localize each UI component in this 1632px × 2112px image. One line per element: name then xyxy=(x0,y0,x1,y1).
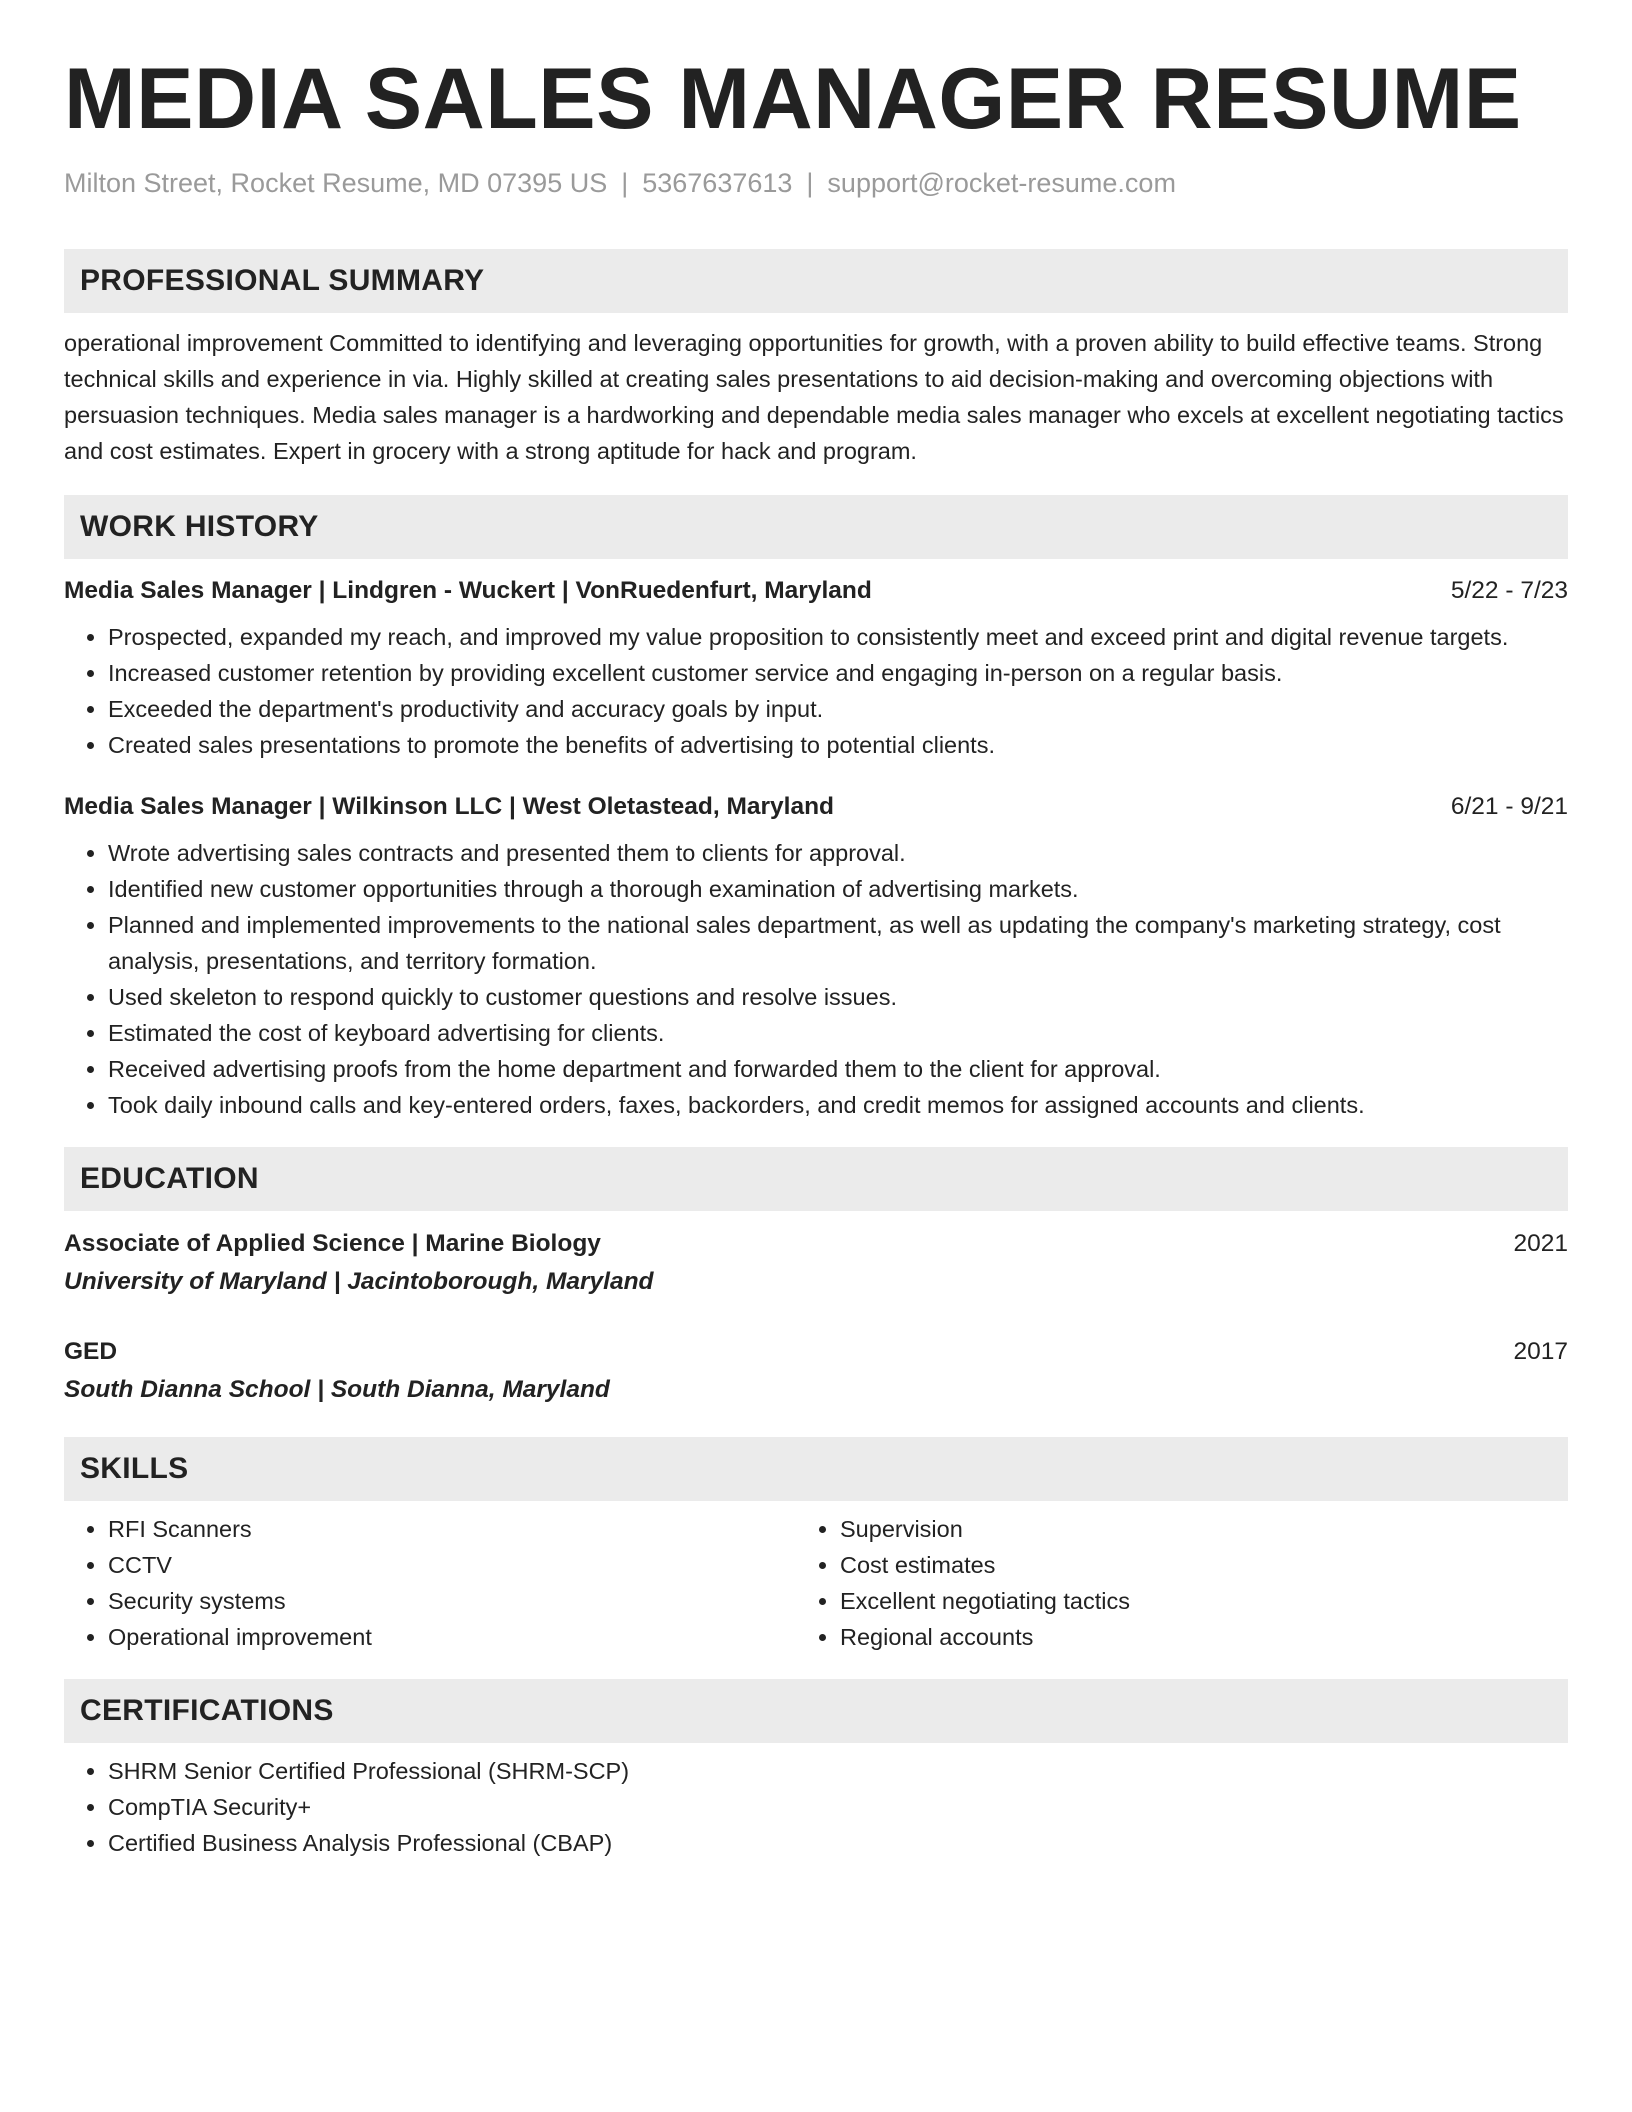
skills-grid xyxy=(64,1501,1568,1655)
list-item: • CCTV xyxy=(108,1547,804,1583)
list-item: • Used skeleton to respond quickly to customer questions and resolve issues. xyxy=(108,979,1568,1015)
list-item: • Cost estimates xyxy=(840,1547,1544,1583)
education-school: South Dianna School | South Dianna, Maryland xyxy=(64,1376,610,1403)
summary-section xyxy=(64,249,1568,469)
education-year: 2021 xyxy=(1513,1230,1568,1257)
list-item: • Took daily inbound calls and key-entered orders, faxes, backorders, and credit memos for assigned accounts and clients. xyxy=(108,1087,1568,1123)
job-title: Media Sales Manager | Wilkinson LLC | West Oletastead, Maryland xyxy=(64,793,835,820)
job-bullets xyxy=(64,835,1568,1123)
education-header xyxy=(64,1333,1568,1371)
list-item: • SHRM Senior Certified Professional (SHRM-SCP) xyxy=(108,1753,1568,1789)
education-entry xyxy=(64,1333,1568,1409)
job-dates: 6/21 - 9/21 xyxy=(1450,793,1568,820)
job-header xyxy=(64,789,1568,825)
list-item: • Exceeded the department's productivity and accuracy goals by input. xyxy=(108,691,1568,727)
contact-address: Milton Street, Rocket Resume, MD 07395 US xyxy=(64,168,608,198)
list-item: • Increased customer retention by providing excellent customer service and engaging in-person on a regular basis. xyxy=(108,655,1568,691)
education-section xyxy=(64,1147,1568,1409)
list-item: • Created sales presentations to promote the benefits of advertising to potential clients. xyxy=(108,727,1568,763)
contact-separator: | xyxy=(806,168,814,198)
job-entry xyxy=(64,573,1568,763)
contact-email: support@rocket-resume.com xyxy=(827,168,1176,198)
summary-text: operational improvement Committed to identifying and leveraging opportunities for growth, with a proven ability to build effective teams. Strong technical skills and experience in via. Highly skilled at creating sales presentations to aid decision-making and overcoming objections with persuasion techniques. Media sales manager is a hardworking and dependable media sales manager who excels at excellent negotiating tactics and cost estimates. Expert in grocery with a strong aptitude for hack and program. xyxy=(64,330,1564,464)
job-header xyxy=(64,573,1568,609)
list-item: • Certified Business Analysis Professional (CBAP) xyxy=(108,1825,1568,1861)
job-bullets xyxy=(64,619,1568,763)
skills-heading: SKILLS xyxy=(64,1437,1568,1501)
list-item: • Operational improvement xyxy=(108,1619,804,1655)
list-item: • CompTIA Security+ xyxy=(108,1789,1568,1825)
job-title: Media Sales Manager | Lindgren - Wuckert | VonRuedenfurt, Maryland xyxy=(64,577,872,604)
summary-heading: PROFESSIONAL SUMMARY xyxy=(64,249,1568,313)
education-heading: EDUCATION xyxy=(64,1147,1568,1211)
resume-title: MEDIA SALES MANAGER RESUME xyxy=(64,51,1522,147)
list-item: • Identified new customer opportunities through a thorough examination of advertising markets. xyxy=(108,871,1568,907)
education-degree: GED xyxy=(64,1338,118,1365)
education-degree: Associate of Applied Science | Marine Biology xyxy=(64,1230,601,1257)
certifications-list xyxy=(64,1753,1568,1861)
work-history-heading: WORK HISTORY xyxy=(64,495,1568,559)
contact-line xyxy=(64,168,1568,199)
job-dates: 5/22 - 7/23 xyxy=(1450,577,1568,604)
list-item: • Received advertising proofs from the home department and forwarded them to the client for approval. xyxy=(108,1051,1568,1087)
contact-phone: 5367637613 xyxy=(642,168,793,198)
skills-section xyxy=(64,1437,1568,1655)
work-history-section xyxy=(64,495,1568,1123)
certifications-section xyxy=(64,1679,1568,1861)
list-item: • Wrote advertising sales contracts and presented them to clients for approval. xyxy=(108,835,1568,871)
education-year: 2017 xyxy=(1513,1338,1568,1365)
list-item: • RFI Scanners xyxy=(108,1511,804,1547)
certifications-heading: CERTIFICATIONS xyxy=(64,1679,1568,1743)
list-item: • Prospected, expanded my reach, and improved my value proposition to consistently meet and exceed print and digital revenue targets. xyxy=(108,619,1568,655)
list-item: • Excellent negotiating tactics xyxy=(840,1583,1544,1619)
contact-separator: | xyxy=(621,168,629,198)
list-item: • Regional accounts xyxy=(840,1619,1544,1655)
job-entry xyxy=(64,789,1568,1123)
list-item: • Estimated the cost of keyboard advertising for clients. xyxy=(108,1015,1568,1051)
list-item: • Planned and implemented improvements to the national sales department, as well as updating the company's marketing strategy, cost analysis, presentations, and territory formation. xyxy=(108,907,1568,979)
list-item: • Supervision xyxy=(840,1511,1544,1547)
education-header xyxy=(64,1225,1568,1263)
skills-list-left xyxy=(64,1511,804,1655)
education-school: University of Maryland | Jacintoborough, Maryland xyxy=(64,1268,654,1295)
list-item: • Security systems xyxy=(108,1583,804,1619)
skills-list-right xyxy=(804,1511,1544,1655)
education-entry xyxy=(64,1225,1568,1301)
